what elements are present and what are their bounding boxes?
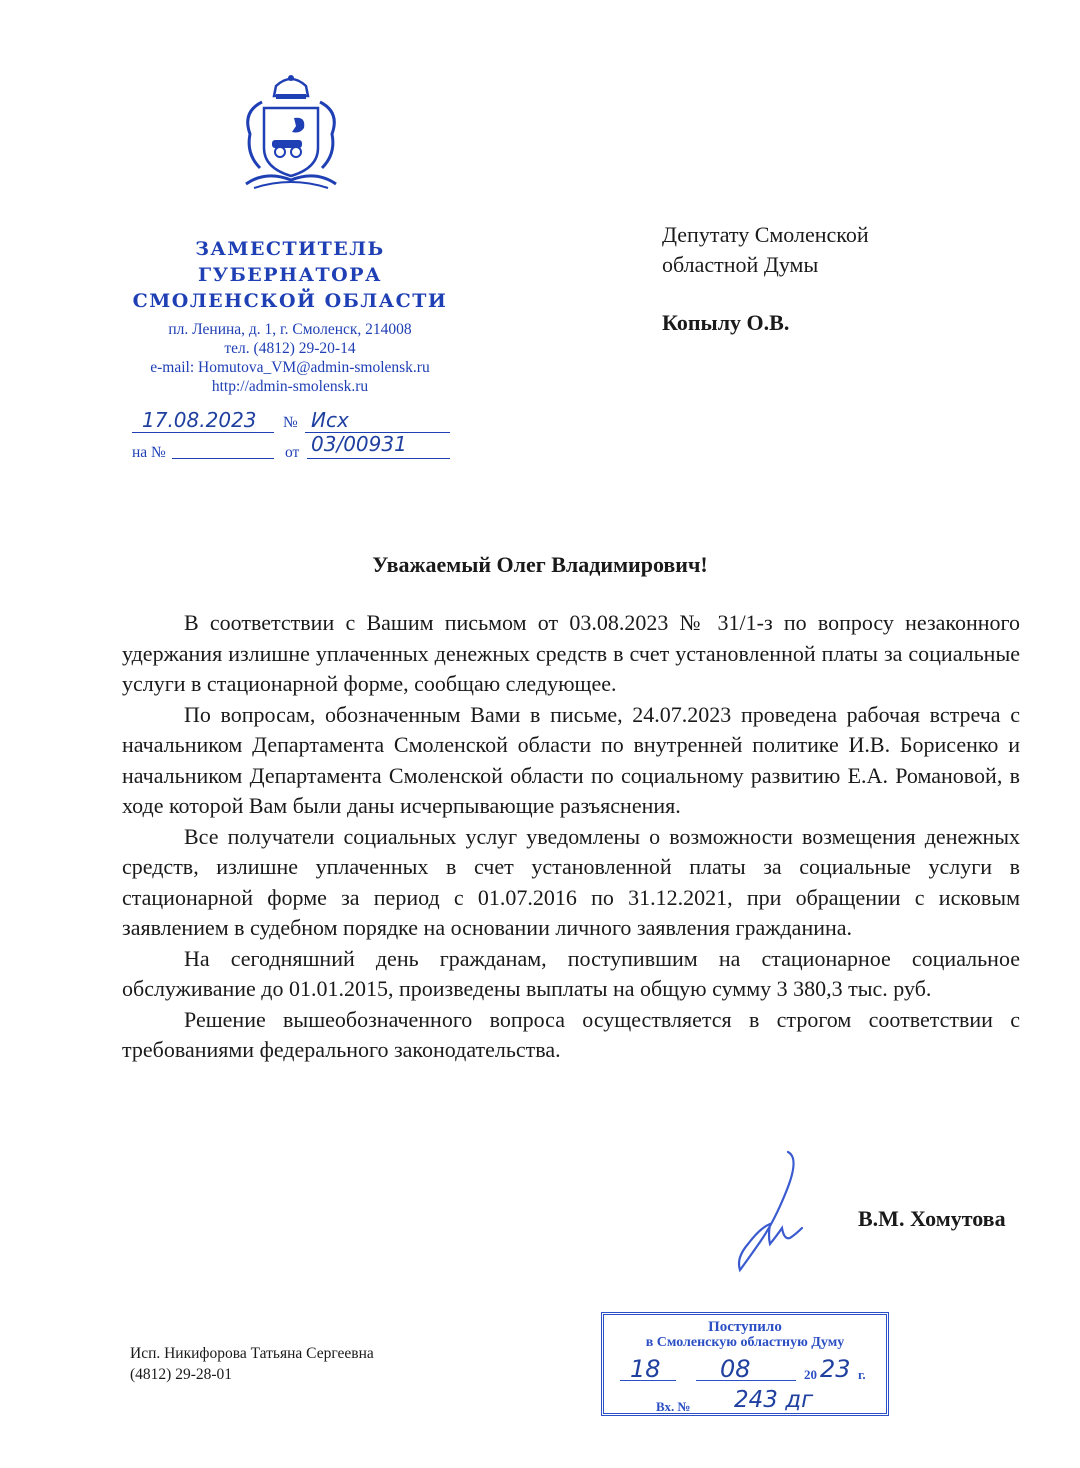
body-paragraph: Решение вышеобозначенного вопроса осуществляется в строгом соответствии с требованиями федерального законодательства. <box>122 1006 1020 1062</box>
letterhead-website: http://admin-smolensk.ru <box>211 378 369 395</box>
body-paragraph: Все получатели социальных услуг уведомлены о возможности возмещения денежных средств, излишне уплаченных в счет установленной платы за социальные услуги в стационарной форме за период с 01.07.2016 по 31.12.2021, при обращении с исковым заявлением в судебном порядке на основании личного заявления гражданина. <box>122 823 1020 940</box>
letter-body <box>122 608 1020 1066</box>
signer-name: В.М. Хомутова <box>858 1206 1006 1231</box>
number-label: № <box>283 414 298 431</box>
stamp-day: 18 <box>630 1355 661 1383</box>
outgoing-date-field <box>132 408 274 434</box>
stamp-recipient: в Смоленскую областную Думу <box>645 1335 845 1350</box>
addressee-name: Копылу О.В. <box>662 310 790 335</box>
addressee-line: Депутату Смоленской <box>662 222 869 247</box>
body-paragraph: На сегодняшний день гражданам, поступившим на стационарное социальное обслуживание до 01.01.2015, произведены выплаты на общую сумму 3 380,3 тыс. руб. <box>122 945 1020 1001</box>
letterhead-contacts <box>120 320 460 396</box>
body-paragraph: По вопросам, обозначенным Вами в письме, 24.07.2023 проведена рабочая встреча с начальником Департамента Смоленской области по внутренней политике И.В. Борисенко и начальником Департамента Смоленской области по социальному развитию Е.А. Романовой, в ходе которой Вам были даны исчерпывающие разъяснения. <box>122 701 1020 818</box>
addressee-block <box>662 220 1022 280</box>
from-label: от <box>285 444 300 461</box>
letterhead-title-line: СМОЛЕНСКОЙ ОБЛАСТИ <box>132 290 448 312</box>
reply-to-label: на № <box>132 444 166 461</box>
stamp-month: 08 <box>720 1355 751 1383</box>
letterhead-title-line: ЗАМЕСТИТЕЛЬ <box>195 238 385 260</box>
from-line <box>307 458 450 459</box>
outgoing-number-field <box>305 408 450 456</box>
stamp-year-prefix: 20 <box>804 1367 817 1382</box>
outgoing-number: Исх 03/00931 <box>311 408 407 456</box>
stamp-number-label: Вх. № <box>656 1399 691 1414</box>
reply-to-line <box>172 458 274 459</box>
executor-phone: (4812) 29-28-01 <box>130 1366 233 1383</box>
stamp-year-end: г. <box>858 1367 866 1382</box>
letterhead-title <box>130 236 450 314</box>
stamp-number: 243 дг <box>734 1387 814 1413</box>
body-paragraph: В соответствии с Вашим письмом от 03.08.2023 № 31/1-з по вопросу незаконного удержания излишне уплаченных денежных средств в счет установленной платы за социальные услуги в стационарной форме, сообщаю следующее. <box>122 610 1020 696</box>
incoming-stamp <box>601 1312 889 1416</box>
stamp-received: Поступило <box>708 1319 782 1335</box>
salutation: Уважаемый Олег Владимирович! <box>372 552 708 577</box>
letterhead-title-line: ГУБЕРНАТОРА <box>198 264 382 286</box>
letterhead-email: e-mail: Homutova_VM@admin-smolensk.ru <box>150 359 430 376</box>
executor-block <box>130 1343 374 1385</box>
executor-name: Исп. Никифорова Татьяна Сергеевна <box>130 1345 374 1362</box>
stamp-year-suffix: 23 <box>820 1355 851 1383</box>
coat-of-arms-emblem <box>236 72 346 192</box>
letterhead-address: пл. Ленина, д. 1, г. Смоленск, 214008 <box>168 321 412 338</box>
outgoing-date: 17.08.2023 <box>142 408 257 432</box>
handwritten-signature <box>730 1148 810 1276</box>
letterhead-phone: тел. (4812) 29-20-14 <box>224 340 356 357</box>
addressee-line: областной Думы <box>662 252 819 277</box>
